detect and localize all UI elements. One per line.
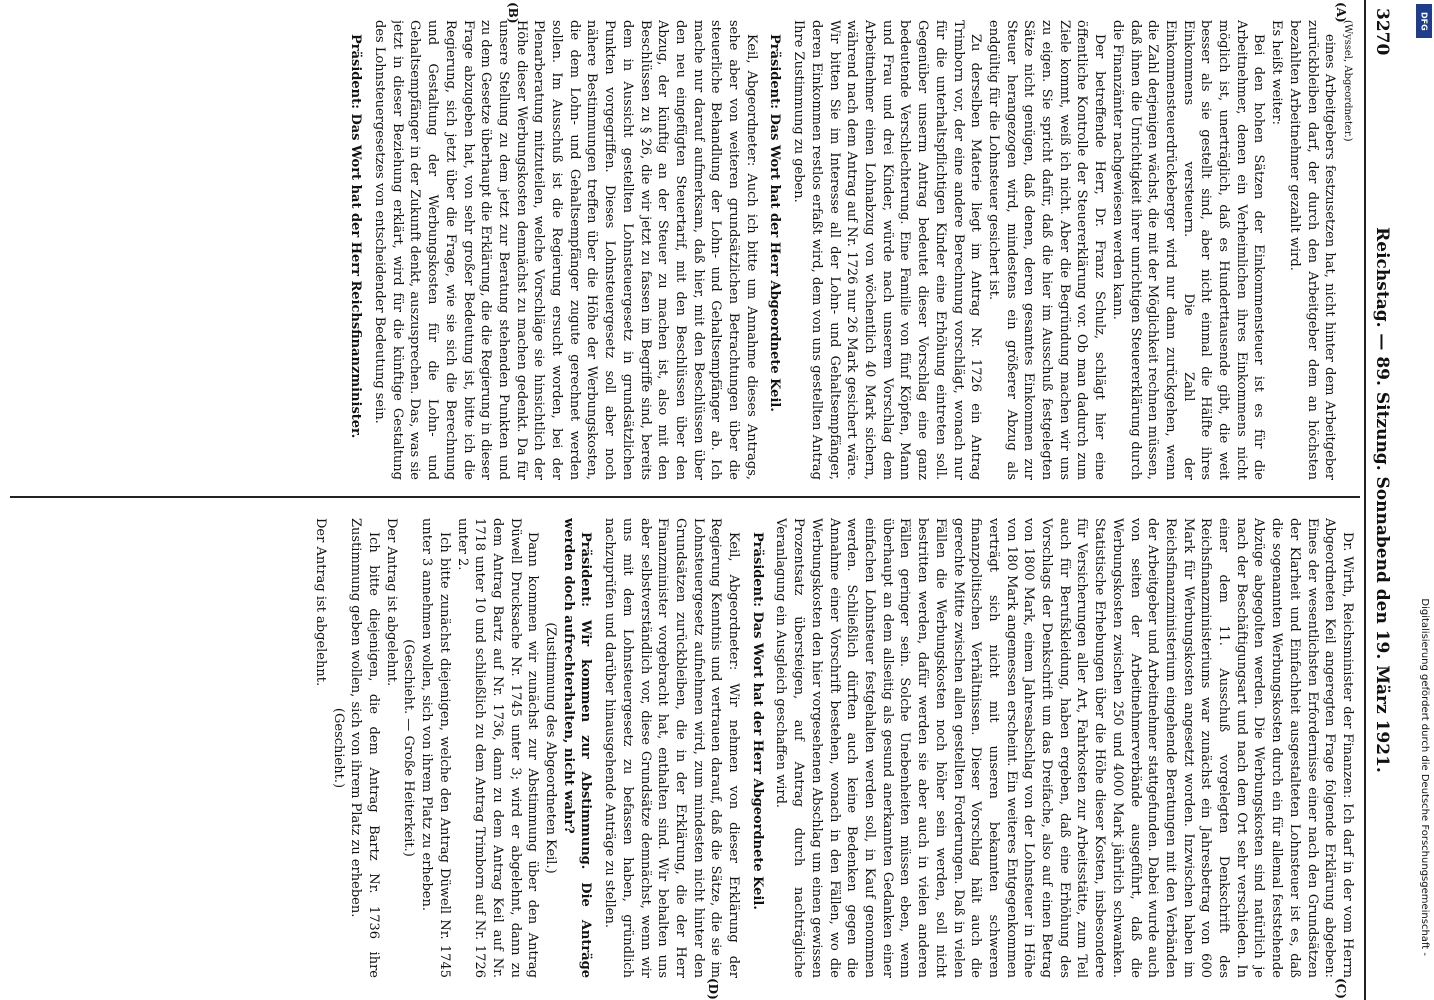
stage-direction: (Geschieht. — Große Heiterkeit.)	[401, 639, 417, 857]
president-remark: Präsident: Das Wort hat der Herr Abgeordnete Keil.	[749, 532, 765, 910]
page-title: Reichstag. — 89. Sitzung. Sonnabend den 19. März 1921.	[1372, 227, 1392, 773]
digitization-credit: Digitalisierung gefördert durch die Deutsche Forschungsgemeinschaft -	[1419, 598, 1430, 956]
margin-mark-c: (C)	[1334, 978, 1348, 999]
left-column	[16, 20, 1356, 480]
header-rule	[1364, 0, 1366, 1000]
stage-direction: (Zustimmung des Abgeordneten Keil.)	[543, 622, 559, 874]
page-number: 3270	[1372, 8, 1392, 56]
paragraph: Ich bitte zunächst diejenigen, welche den Antrag Düwell Nr. 1745 unter 3 annehmen wollen, sich von ihrem Platz zu erheben.	[419, 518, 452, 978]
president-remark: Präsident: Wir kommen zur Abstimmung. Die Anträge werden doch aufrechterhalten, nicht wahr?	[560, 518, 594, 978]
right-column	[16, 518, 1356, 978]
paragraph: Der Antrag ist abgelehnt.	[312, 518, 328, 687]
paragraph: Zu derselben Materie liegt im Antrag Nr. 1726 ein Antrag Trimborn vor, der eine andere Berechnung vorschlägt, wonach nur für die unterhaltspflichtigen Kinder eine Erhöhung eintreten soll. Gegenüber unserm Antrag bedeutet dieser Vorschlag eine ganz bedeutende Verschlechterung. Eine Familie von fünf Köpfen, Mann und Frau und drei Kinder, würde nach unserem Vorschlag dem Arbeitnehmer einen Lohnabzug von wöchentlich 40 Mark sichern, während nach dem Antrag auf Nr. 1726 nur 26 Mark gesichert wäre. Wir bitten Sie im Interesse all der Lohn- und Gehaltsempfänger, deren Einkommen restlos erfaßt wird, dem von uns gestellten Antrag Ihre Zustimmung zu geben.	[791, 20, 984, 480]
paragraph: Dann kommen wir zunächst zur Abstimmung über den Antrag Düwell Drucksache Nr. 1745 unter 3; wird er abgelehnt, dann zu dem Antrag Bartz auf Nr. 1736, dann zu dem Antrag Keil auf Nr. 1718 unter 10 und schließlich zu dem Antrag Trimborn auf Nr. 1726 unter 2.	[454, 518, 541, 978]
margin-mark-a: (A)	[1334, 2, 1348, 23]
margin-mark-b: (B)	[506, 2, 520, 24]
quoted-paragraph: Bei den hohen Sätzen der Einkommensteuer ist es für die Arbeitnehmer, denen ein Verheimlichen ihres Einkommens nicht möglich ist, unerträglich, daß es Hunderttausende gibt, die weit besser als sie gestellt sind, aber nicht einmal die Hälfte ihres Einkommens versteuern. Die Zahl der Einkommensteuerdrückeberger wird nur dann zurückgehen, wenn die Zahl derjenigen wächst, die mit der Möglichkeit rechnen müssen, daß ihnen die Unrichtigkeit ihrer unrichtigen Steuererklärung durch die Finanzämter nachgewiesen werden kann.	[1109, 20, 1267, 480]
paragraph: Der betreffende Herr, Dr. Franz Schulz, schlägt hier eine öffentliche Kontrolle der Steuererklärung vor. Ob man dadurch zum Ziele kommt, weiß ich nicht. Aber die Begründung machen wir uns zu eigen. Sie spricht dafür, daß die hier im Ausschuß festgelegten Sätze nicht genügen, daß denen, deren gesamtes Einkommen zur Steuer herangezogen wird, mindestens ein größerer Abzug als endgültig für die Lohnsteuer gesichert ist.	[985, 20, 1108, 480]
paragraph: Der Antrag ist abgelehnt.	[383, 518, 399, 687]
president-remark: Präsident: Das Wort hat der Herr Abgeordnete Keil.	[767, 34, 783, 412]
paragraph: Ich bitte diejenigen, die dem Antrag Bartz Nr. 1736 ihre Zustimmung geben wollen, sich von ihrem Platz zu erheben.	[348, 518, 382, 978]
speech-keil: Keil, Abgeordneter: Wir nehmen von dieser Erklärung der Regierung Kenntnis und vertrauen darauf, daß die Sätze, die sie im Lohnsteuergesetz aufnehmen wird, zum mindesten nicht hinter den Grundsätzen zurückbleiben, die in der Erklärung, die der Herr Finanzminister vorgebracht hat, enthalten sind. Wir behalten uns aber selbstverständlich vor, diese Grundsätze demnächst, wenn wir uns mit dem Lohnsteuergesetz zu befassen haben, gründlich nachzuprüfen und darüber hinausgehende Anträge zu stellen.	[602, 518, 742, 978]
column-divider	[10, 496, 1360, 498]
speech-wirth: Dr. Wirth, Reichsminister der Finanzen: Ich darf in der vom Herrn Abgeordneten Keil angeregten Frage folgende Erklärung abgeben: Eines der wesentlichsten Erfordernisse einer nach den Grundsätzen der Klarheit und Einfachheit ausgestalteten Lohnsteuer ist es, daß die sogenannten Werbungskosten durch ein für allemal feststehende Abzüge abgegolten werden. Die Werbungskosten sind natürlich je nach der Beschäftigungsart und nach dem Ort sehr verschieden. In einer dem 11. Ausschuß vorgelegten Denkschrift des Reichsfinanzministeriums war zunächst ein Jahresbetrag von 600 Mark für Werbungskosten angesetzt worden. Inzwischen haben im Reichsfinanzministerium eingehende Beratungen mit den Verbänden der Arbeitgeber und Arbeitnehmer stattgefunden. Dabei wurde auch von seiten der Arbeitnehmerverbände ausgeführt, daß die Werbungskosten zwischen 250 und 4000 Mark jährlich schwanken. Statistische Erhebungen über die Höhe dieser Kosten, insbesondere für Versicherungen aller Art, Fahrkosten zur Arbeitsstätte, zum Teil auch für Berufskleidung, haben ergeben, daß eine Erhöhung des Vorschlags der Denkschrift um das Dreifache, also auf einen Betrag von 1800 Mark, einem Jahresabschlag von der Lohnsteuer in Höhe von 180 Mark angemessen erscheint. Ein weiteres Entgegenkommen verträgt sich nicht mit unseren bekannten schweren finanzpolitischen Verhältnissen. Dieser Vorschlag hält auch die gerechte Mitte zwischen allen gestellten Forderungen. Daß in vielen Fällen die Werbungskosten noch höher sein werden, soll nicht bestritten werden, dafür werden sie aber auch in vielen anderen Fällen geringer sein. Solche Unebenheiten müssen eben, wenn überhaupt an dem allseitig als gesund anerkannten Gedanken einer einfachen Lohnsteuer festgehalten werden soll, in Kauf genommen werden. Schließlich dürften auch keine Bedenken gegen die Annahme einer Vorschrift bestehen, wonach in den Fällen, wo die Werbungskosten den hier vorgesehenen Abschlag um einen gewissen Prozentsatz übersteigen, auf Antrag durch nachträgliche Veranlagung ein Ausgleich geschaffen wird.	[773, 518, 1355, 978]
paragraph: eines Arbeitgebers festzusetzen hat, nicht hinter dem Arbeitgeber zurückbleiben darf, der durch den Arbeitgeber dem an höchsten bezahlten Arbeitnehmer gezahlt wird.	[1286, 20, 1338, 480]
speaker-continued: (Wyssel, Abgeordneter.)	[1342, 20, 1353, 142]
digitization-sidebar	[1414, 0, 1434, 1000]
stage-direction: (Geschieht.)	[330, 707, 346, 789]
paragraph: Es heißt weiter:	[1269, 20, 1285, 126]
speech-keil: Keil, Abgeordneter: Auch ich bitte um Annahme dieses Antrags, sehe aber von weiteren grundsätzlichen Betrachtungen über die steuerliche Behandlung der Lohn- und Gehaltsempfänger ab. Ich mache nur darauf aufmerksam, daß hier, mit den Beschlüssen über den neu eingefügten Steuertarif, mit den Beschlüssen über den Abzug, der künftig an der Steuer zu machen ist, also mit den Beschlüssen zu § 26, die wir jetzt zu fassen im Begriffe sind, bereits dem in Aussicht gestellten Lohnsteuergesetz in grundsätzlichen Punkten vorgegriffen. Dieses Lohnsteuergesetz soll aber noch nähere Bestimmungen treffen über die Höhe der Werbungskosten, die dem Lohn- und Gehaltsempfänger zugute gerechnet werden sollen. Im Ausschuß ist die Regierung ersucht worden, bei der Plenarberatung mitzuteilen, welche Vorschläge sie hinsichtlich der Höhe dieser Werbungskosten demnächst zu machen gedenkt. Da für unsere Stellung zu dem jetzt zur Beratung stehenden Punkten und zu dem Gesetze überhaupt die Erklärung, die die Regierung in dieser Frage abzugeben hat, von sehr großer Bedeutung ist, bitte ich die Regierung, sich jetzt über die Frage, wie sie sich die Berechnung und Gestaltung der Werbungskosten für die Lohn- und Gehaltsempfänger in der Zukunft denkt, auszusprechen. Das, was sie jetzt in dieser Beziehung erklärt, wird für die künftige Gestaltung des Lohnsteuergesetzes von entscheidender Bedeutung sein.	[372, 20, 759, 480]
page-header	[1362, 0, 1410, 1000]
margin-mark-d: (D)	[706, 978, 720, 1000]
dfg-logo: DFG	[1416, 4, 1432, 38]
president-remark: Präsident: Das Wort hat der Herr Reichsfinanzminister.	[348, 34, 364, 439]
